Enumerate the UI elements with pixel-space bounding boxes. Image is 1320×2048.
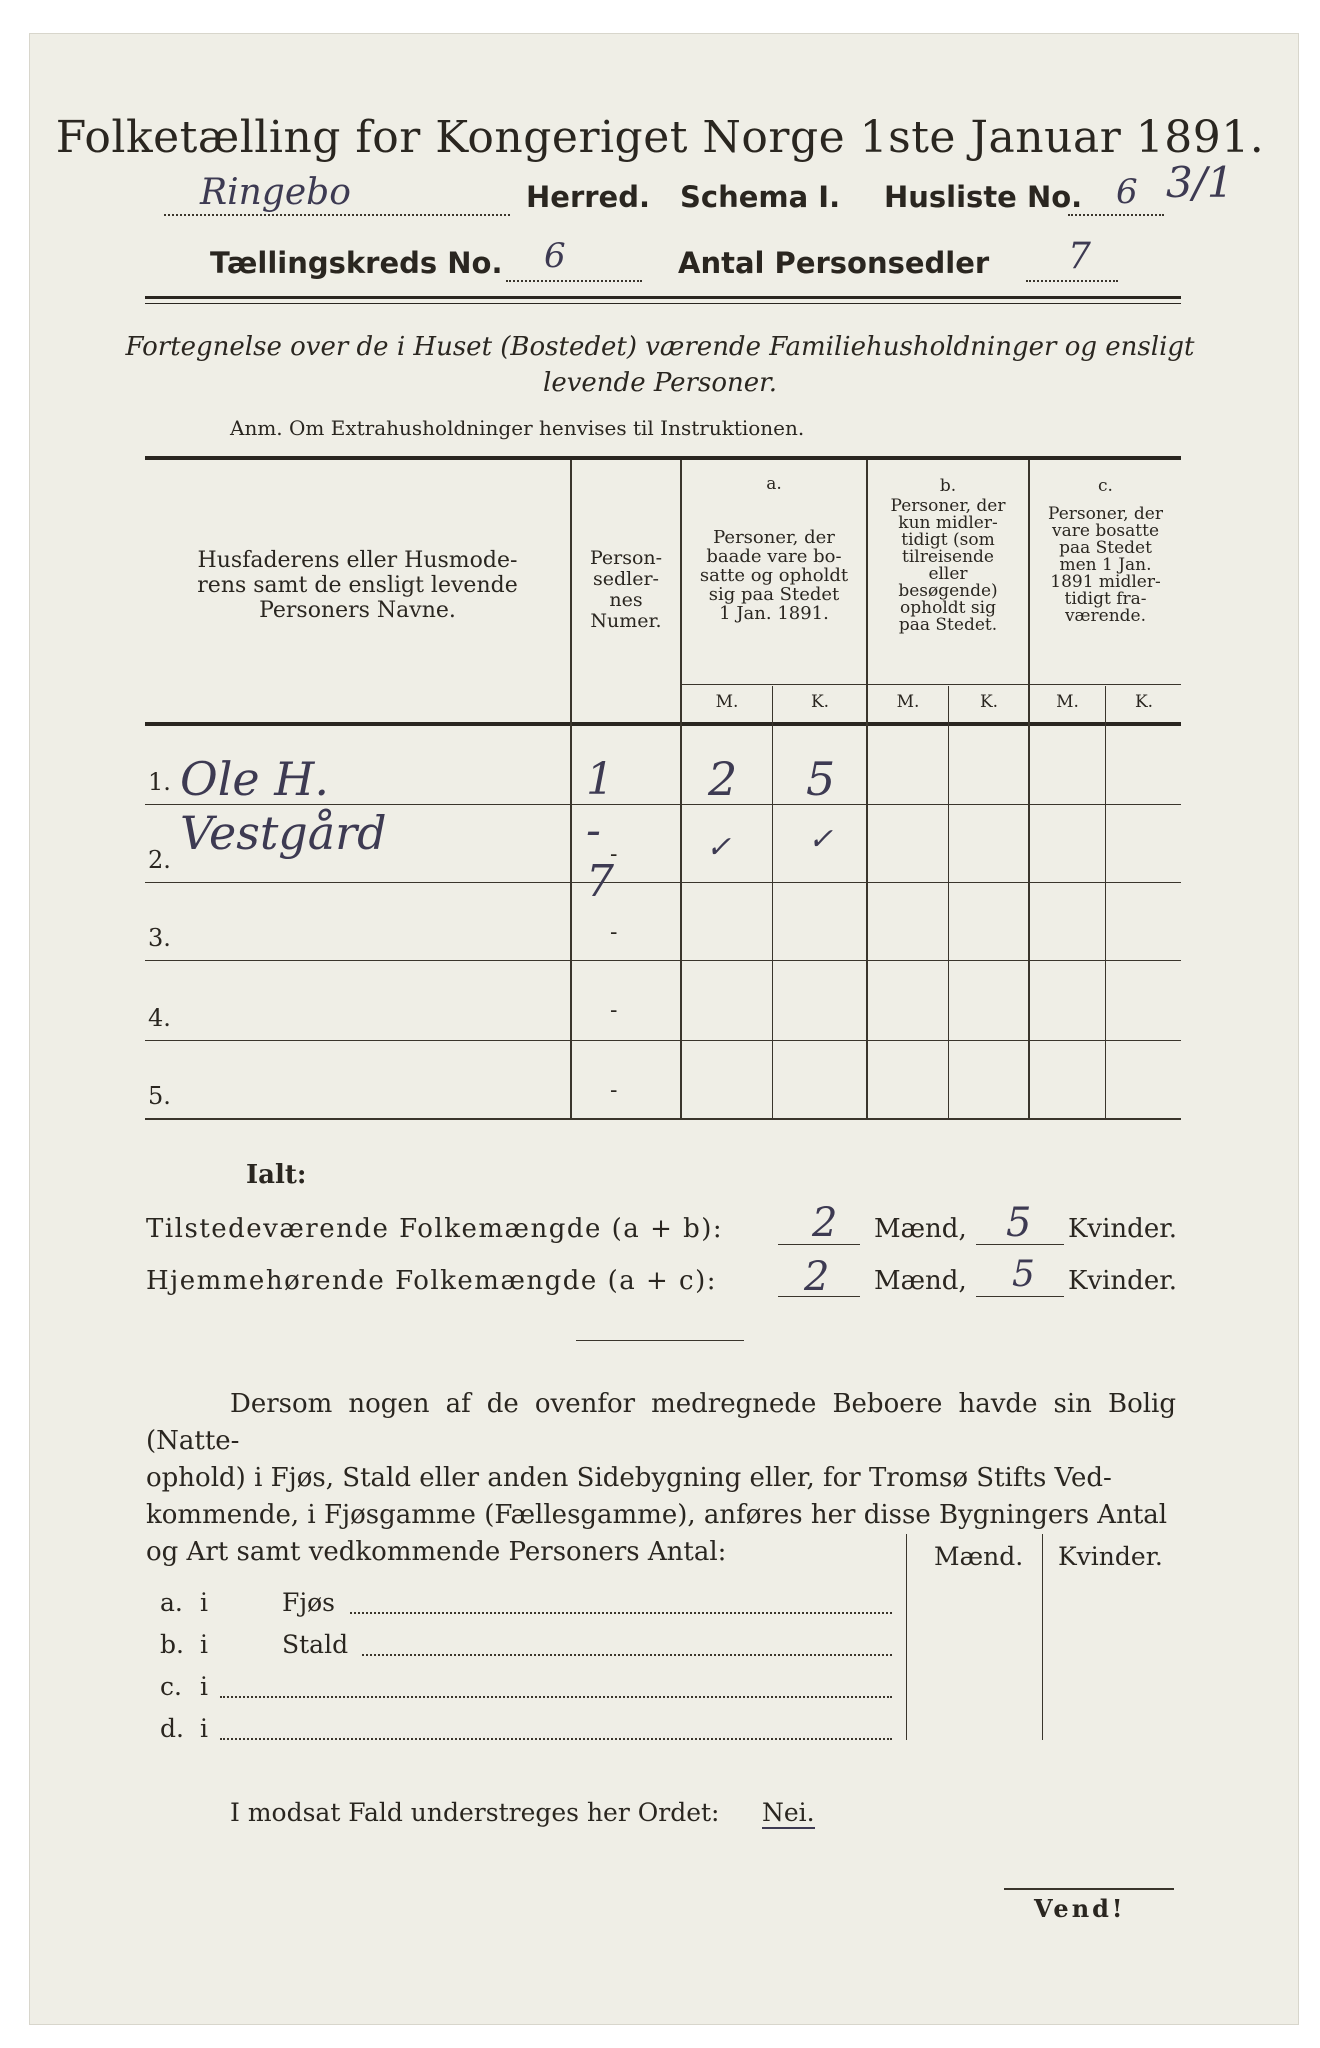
- vend-rule: [1004, 1888, 1174, 1890]
- anm-note: Anm. Om Extrahusholdninger henvises til Instruktionen.: [230, 416, 805, 440]
- bygning-row-letter: c.: [160, 1672, 182, 1701]
- col-a-letter: a.: [766, 474, 782, 494]
- mk-label: K.: [979, 692, 999, 712]
- bygning-col-line-2: [1042, 1534, 1043, 1740]
- paragraph-line: ophold) i Fjøs, Stald eller anden Sidebygning eller, for Tromsø Stifts Ved-: [146, 1463, 1112, 1493]
- col-c-line: vare bosatte: [1051, 521, 1160, 541]
- tilstede-kvinder-label: Kvinder.: [1068, 1214, 1178, 1244]
- mk-label: M.: [896, 692, 920, 712]
- col-b-line: besøgende): [898, 581, 998, 601]
- schema-label: Schema I.: [680, 180, 841, 214]
- taellingskreds-value: 6: [544, 236, 566, 276]
- col-num-line: Numer.: [590, 610, 662, 632]
- col-c-line: Personer, der: [1048, 504, 1163, 524]
- col-a-line: sig paa Stedet: [708, 584, 840, 605]
- husliste-value: 6: [1116, 172, 1138, 212]
- col-num-line: sedler-: [593, 568, 659, 590]
- col-a-line: 1 Jan. 1891.: [719, 603, 829, 624]
- mk-label: M.: [1056, 692, 1079, 712]
- row-rule: [145, 1040, 1181, 1041]
- ialt-label: Ialt:: [246, 1160, 307, 1190]
- col-b-line: opholdt sig: [900, 598, 996, 618]
- bygning-row-letter: b.: [160, 1630, 184, 1659]
- taellingskreds-label: Tællingskreds No.: [210, 246, 503, 280]
- subtitle-line2: levende Personer.: [543, 368, 777, 398]
- modsat-label: I modsat Fald understreges her Ordet:: [230, 1798, 720, 1827]
- row-rule: [145, 1118, 1181, 1120]
- paragraph-line: Dersom nogen af de ovenfor medregnede Beboere havde sin Bolig (Natte-: [146, 1389, 1176, 1456]
- personsedler-value: 7: [1068, 236, 1091, 277]
- personsedler-field: [1026, 236, 1118, 282]
- tilstede-label: Tilstedeværende Folkemængde (a + b):: [146, 1214, 724, 1244]
- col-header-b: [868, 498, 1028, 634]
- row-number: 5.: [148, 1082, 171, 1110]
- col-b-line: tilreisende: [901, 547, 994, 567]
- bygning-row-i: i: [200, 1630, 208, 1659]
- tilstede-kvinder-field: [976, 1200, 1064, 1246]
- col-c-line: 1891 midler-: [1050, 572, 1161, 592]
- bygning-row-letter: a.: [160, 1588, 183, 1617]
- col-num-line: nes: [609, 589, 643, 611]
- paragraph-line: og Art samt vedkommende Personers Antal:: [146, 1537, 727, 1567]
- separator-rule: [576, 1340, 744, 1341]
- row-number: 4.: [148, 1004, 171, 1032]
- hjemme-maend-value: 2: [804, 1254, 830, 1300]
- tilstede-maend-field: [778, 1200, 860, 1246]
- table-header-rule: [145, 722, 1181, 726]
- row-a-m: ✓: [706, 830, 732, 865]
- row-rule: [145, 882, 1181, 883]
- table-top-rule: [145, 456, 1181, 460]
- husliste-extra: 3/1: [1166, 158, 1234, 207]
- taellingskreds-field: [506, 236, 642, 282]
- hjemme-maend-label: Mænd,: [874, 1266, 967, 1296]
- col-header-names: [150, 548, 565, 623]
- bygning-row-letter: d.: [160, 1714, 184, 1743]
- col-a-line: Personer, der: [713, 527, 835, 548]
- hjemme-kvinder-field: [976, 1254, 1064, 1297]
- row-a-k: 5: [806, 752, 836, 806]
- subtitle-line1: Fortegnelse over de i Huset (Bostedet) værende Familiehusholdninger og ensligt: [125, 332, 1195, 362]
- col-b-line: tidigt (som: [901, 530, 995, 550]
- col-c-line: tidigt fra-: [1064, 589, 1147, 609]
- row-sedler: -: [610, 842, 618, 867]
- row-sedler: -: [610, 920, 618, 945]
- tilstede-maend-value: 2: [812, 1200, 838, 1246]
- col-c-line: men 1 Jan.: [1059, 555, 1152, 575]
- row-name: Ole H. Vestgård: [180, 752, 387, 860]
- row-number: 1.: [148, 768, 171, 796]
- husliste-field: [1068, 172, 1164, 216]
- col-names-line: rens samt de ensligt levende: [197, 573, 518, 598]
- bygning-row-i: i: [200, 1714, 208, 1743]
- herred-field: [164, 172, 510, 216]
- col-b-line: eller: [928, 564, 968, 584]
- hjemme-maend-field: [778, 1254, 860, 1300]
- modsat-word: Nei.: [762, 1798, 815, 1827]
- row-a-m: 2: [708, 752, 738, 806]
- row-sedler: -: [610, 998, 618, 1023]
- row-number: 3.: [148, 924, 171, 952]
- bygning-row-dots: [362, 1626, 892, 1656]
- mk-divider: [680, 684, 1181, 685]
- col-header-a: [682, 528, 866, 623]
- row-sedler: -: [610, 1078, 618, 1103]
- paragraph-line: kommende, i Fjøsgamme (Fællesgamme), anføres her disse Bygningers Antal: [146, 1500, 1168, 1530]
- row-number: 2.: [148, 846, 171, 874]
- herred-label: Herred.: [526, 180, 650, 214]
- col-b-line: paa Stedet.: [898, 615, 998, 635]
- bygning-row-dots: [220, 1668, 892, 1698]
- header-rule-bottom: [145, 303, 1181, 304]
- row-sedler: 1 - 7: [586, 754, 614, 907]
- bygning-row-dots: [350, 1584, 892, 1614]
- bygning-row-i: i: [200, 1588, 208, 1617]
- row-rule: [145, 960, 1181, 961]
- col-b-line: kun midler-: [898, 513, 998, 533]
- tilstede-maend-label: Mænd,: [874, 1214, 967, 1244]
- col-line-b-mk: [948, 686, 949, 1118]
- hjemme-kvinder-value: 5: [1012, 1254, 1035, 1295]
- bygning-row-name: Stald: [282, 1630, 349, 1659]
- mk-label: K.: [1134, 692, 1154, 712]
- col-b-letter: b.: [939, 476, 957, 496]
- col-c-letter: c.: [1098, 476, 1113, 496]
- herred-value: Ringebo: [200, 172, 351, 213]
- form-title: Folketælling for Kongeriget Norge 1ste Januar 1891.: [55, 112, 1265, 163]
- col-a-line: baade vare bo-: [706, 546, 842, 567]
- bygning-row-i: i: [200, 1672, 208, 1701]
- col-line-c-mk: [1105, 686, 1106, 1118]
- bygning-head-maend: Mænd.: [934, 1542, 1024, 1571]
- col-header-num: [572, 548, 680, 632]
- col-header-c: [1030, 506, 1181, 625]
- vend-label: Vend!: [1034, 1894, 1126, 1923]
- mk-label: K.: [810, 692, 830, 712]
- tilstede-kvinder-value: 5: [1006, 1200, 1032, 1246]
- col-names-line: Husfaderens eller Husmode-: [197, 548, 518, 573]
- col-line-a-mk: [772, 686, 773, 1118]
- bygning-head-kvinder: Kvinder.: [1058, 1542, 1163, 1571]
- husliste-label: Husliste No.: [884, 180, 1083, 214]
- col-names-line: Personers Navne.: [259, 598, 456, 623]
- personsedler-label: Antal Personsedler: [678, 246, 990, 280]
- col-c-line: værende.: [1064, 606, 1147, 626]
- hjemme-kvinder-label: Kvinder.: [1068, 1266, 1178, 1296]
- header-rule-top: [145, 296, 1181, 299]
- hjemme-label: Hjemmehørende Folkemængde (a + c):: [146, 1266, 717, 1296]
- col-b-line: Personer, der: [890, 496, 1006, 516]
- row-a-k: ✓: [808, 822, 834, 857]
- mk-label: M.: [715, 692, 739, 712]
- col-c-line: paa Stedet: [1059, 538, 1152, 558]
- col-a-line: satte og opholdt: [699, 565, 849, 586]
- bygning-row-name: Fjøs: [282, 1588, 335, 1617]
- bygning-row-dots: [220, 1710, 892, 1740]
- col-num-line: Person-: [589, 547, 663, 569]
- bygning-col-line-1: [906, 1534, 907, 1740]
